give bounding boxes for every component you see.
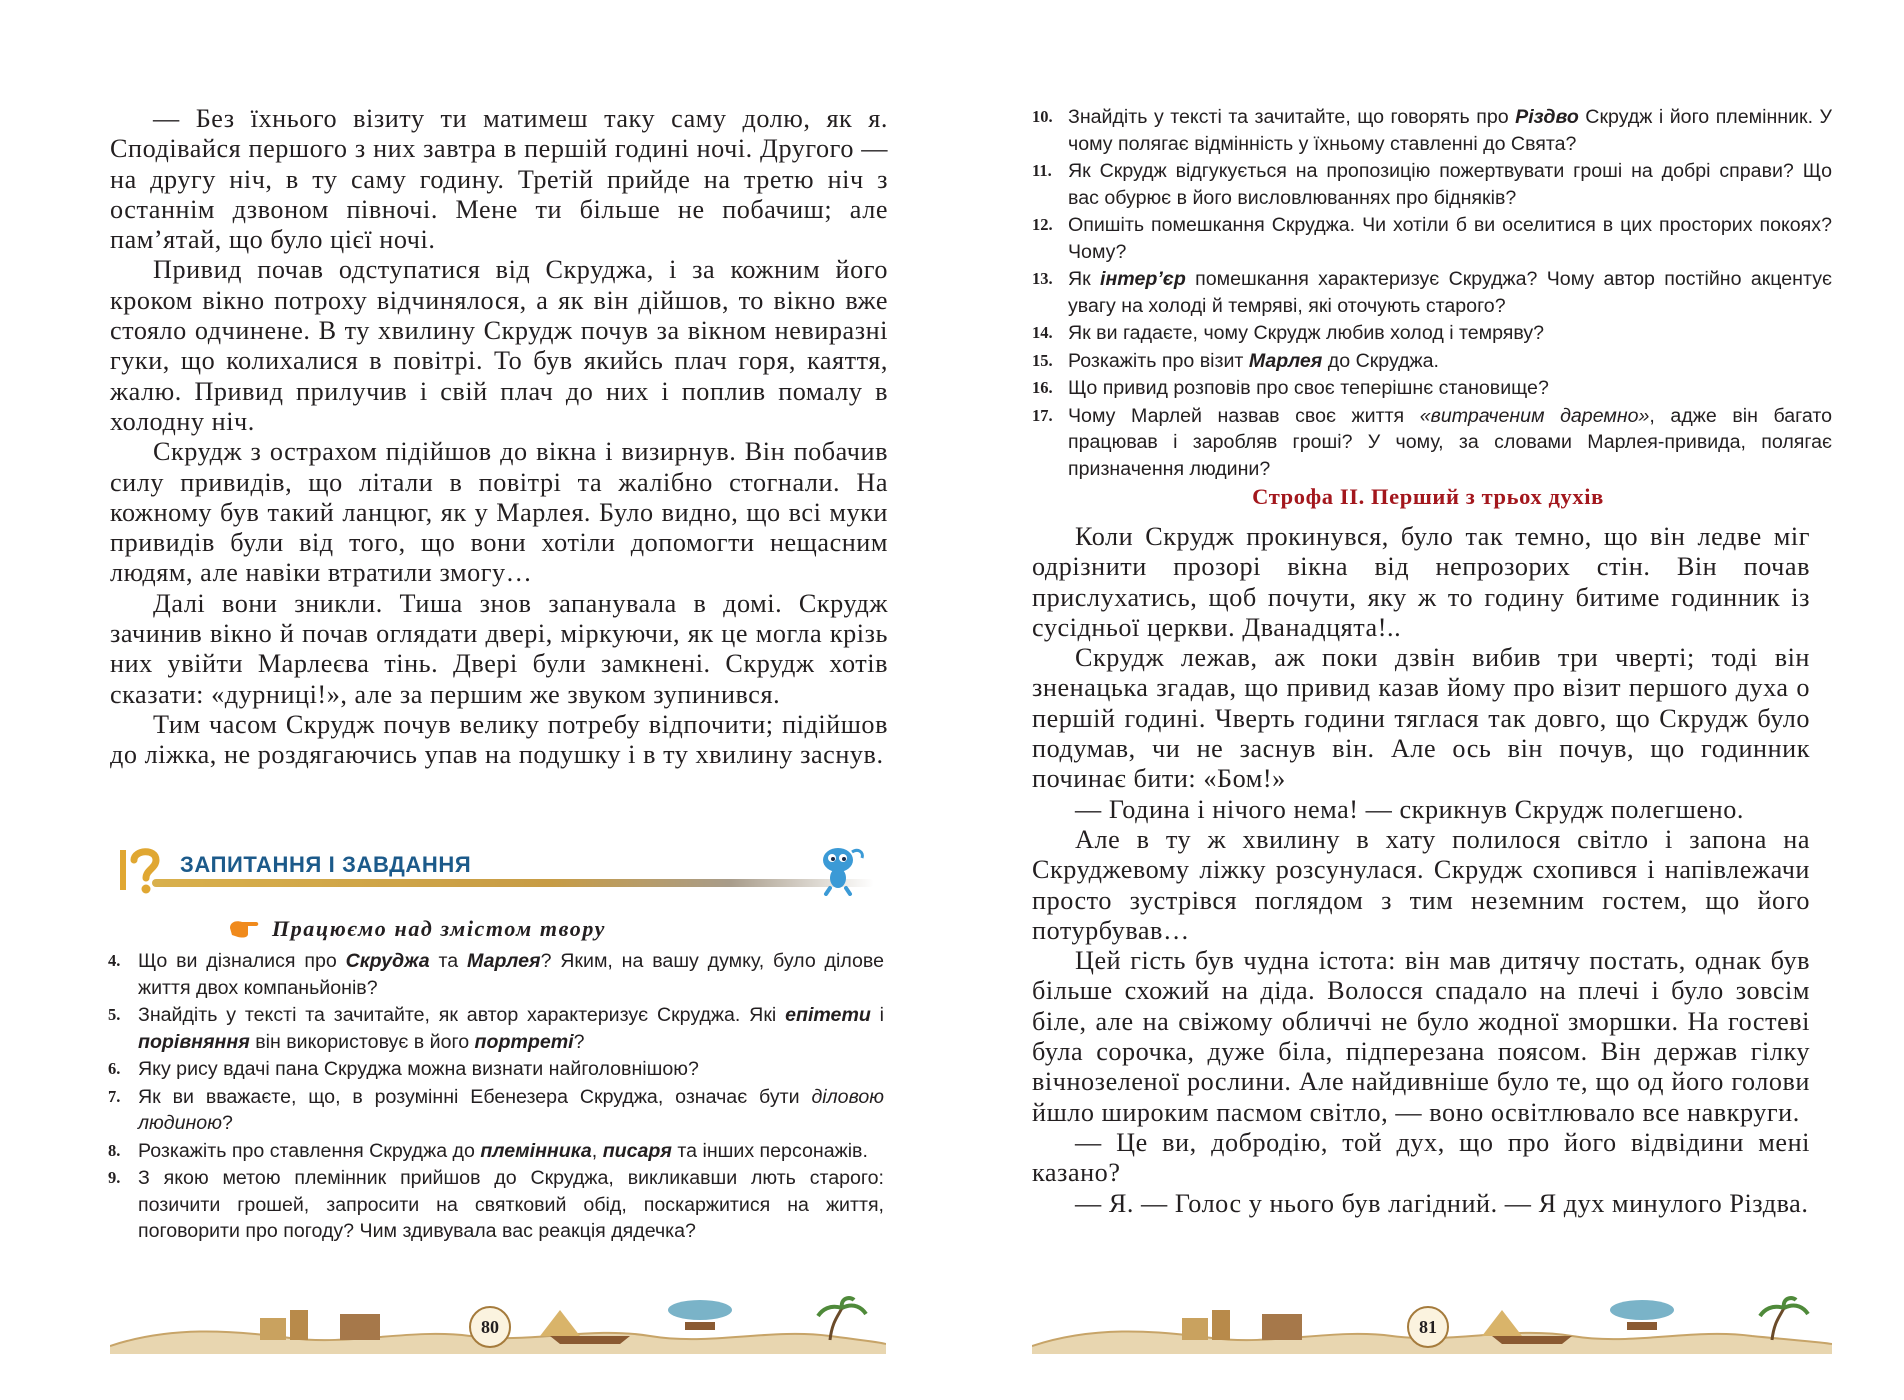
list-item: 17. Чому Марлей назвав своє життя «витраченим даремно», адже він багато працював і заробляв гроші? У чому, за словами Марлея-привида, полягає призначення людини? <box>1032 404 1833 480</box>
question-mark-icon <box>112 846 172 896</box>
list-item: 11. Як Скрудж відгукується на пропозицію пожертвувати гроші на добрі справи? Що вас обурює в його висловлюваннях про бідняків? <box>1032 160 1832 209</box>
pointing-hand-icon <box>228 918 260 940</box>
paragraph: Тим часом Скрудж почув велику потребу відпочити; підійшов до ліжка, не роздягаючись упав на подушку і в ту хвилину заснув. <box>110 709 888 770</box>
list-item: 4. Що ви дізналися про Скруджа та Марлея? Яким, на вашу думку, було ділове життя двох компаньйонів? <box>108 950 884 999</box>
question-list <box>1032 104 1832 483</box>
list-item: 12. Опишіть помешкання Скруджа. Чи хотіли б ви оселитися в цих просторих покоях? Чому? <box>1032 214 1832 263</box>
paragraph: — Я. — Голос у нього був лагідний. — Я дух минулого Різдва. <box>1075 1188 1809 1218</box>
list-item: 7. Як ви вважаєте, що, в розумінні Ебенезера Скруджа, означає бути діловою людиною? <box>108 1085 884 1134</box>
footer-illustration <box>110 1296 886 1354</box>
paragraph: Скрудж лежав, аж поки дзвін вибив три чверті; тоді він зненацька згадав, що привид казав йому про візит першого духа о першій годині. Чверть години тяглася так довго, що Скрудж було подумав, чи не заснув він. Але ось він почув, що годинник починає бити: «Бом!» <box>1032 643 1810 794</box>
strophe-title: Строфа ІІ. Перший з трьох духів <box>1252 484 1604 509</box>
mascot-icon <box>812 844 868 896</box>
page-number: 81 <box>1407 1306 1449 1348</box>
questions-banner <box>112 846 877 894</box>
list-item: 5. Знайдіть у тексті та зачитайте, як автор характеризує Скруджа. Які епітети і порівняння він використовує в його портреті? <box>108 1004 885 1053</box>
paragraph: Цей гість був чудна істота: він мав дитячу постать, однак був більше схожий на діда. Волосся спадало на плечі і було зовсім біле, але на свіжому обличчі не було жодної зморшки. На гостеві була сорочка, дуже біла, підперезана поясом. Він держав гілку вічнозеленої рослини. Але найдивніше було те, що од його голови йшло широким пасмом світло, — воно освітлювало все навкруги. <box>1032 946 1810 1127</box>
list-item: 10. Знайдіть у тексті та зачитайте, що говорять про Різдво Скрудж і його племінник. У чому полягає відмінність у їхньому ставленні до Свята? <box>1032 106 1832 155</box>
list-item: 9. З якою метою племінник прийшов до Скруджа, викликавши лють старого: позичити грошей, запросити на святковий обід, поскаржитися на життя, поговорити про погоду? Чим здивувала вас реакція дядечка? <box>108 1167 884 1242</box>
right-page <box>952 0 1904 1400</box>
list-item: 14. Як ви гадаєте, чому Скрудж любив холод і темряву? <box>1032 322 1545 344</box>
paragraph: Але в ту ж хвилину в хату полилося світло і запона на Скруджевому ліжку розсунулася. Скрудж схопився і напівлежачи просто зустрівся поглядом з тим неземним гостем, що його потурбував… <box>1032 824 1810 945</box>
right-body-text <box>1032 522 1810 1219</box>
paragraph: Скрудж з острахом підійшов до вікна і визирнув. Він побачив силу привидів, що літали в повітрі та жалібно стогнали. На кожному був такий ланцюг, як у Марлея. Було видно, що всі муки привидів були від того, що вони хотіли допомогти нещасним людям, але навіки втратили змогу… <box>110 437 888 588</box>
paragraph: — Це ви, добродію, той дух, що про його відвідини мені казано? <box>1032 1127 1810 1188</box>
paragraph: Привид почав одступатися від Скруджа, і за кожним його кроком вікно потроху відчинялося, а як він дійшов, то вікно вже стояло одчинене. В ту хвилину Скрудж почув за вікном невиразні гуки, що колихалися в повітрі. То був якийсь плач горя, каяття, жалю. Привид прилучив і свій плач до них і поплив помалу в холодну ніч. <box>110 255 888 436</box>
list-item: 16. Що привид розповів про своє теперішнє становище? <box>1032 377 1549 399</box>
question-list <box>108 948 884 1246</box>
banner-title: ЗАПИТАННЯ І ЗАВДАННЯ <box>180 852 472 877</box>
list-item: 15. Розкажіть про візит Марлея до Скруджа. <box>1032 349 1440 372</box>
list-item: 13. Як інтер’єр помешкання характеризує Скруджа? Чому автор постійно акцентує увагу на холоді й темряві, які оточують старого? <box>1032 268 1832 317</box>
list-item: 6. Яку рису вдачі пана Скруджа можна визнати найголовнішою? <box>108 1058 699 1080</box>
left-body-text <box>110 104 888 771</box>
page-number: 80 <box>469 1306 511 1348</box>
banner-underline <box>152 879 874 887</box>
paragraph: Далі вони зникли. Тиша знов запанувала в домі. Скрудж зачинив вікно й почав оглядати двері, міркуючи, як це могла крізь них увійти Марлеєва тінь. Двері були замкнені. Скрудж хотів сказати: «дурниці!», але за першим же звуком зупинився. <box>110 588 888 709</box>
paragraph: Коли Скрудж прокинувся, було так темно, що він ледве міг одрізнити прозорі вікна від непрозорих стін. Він почав прислухатись, щоб почути, яку ж то годину битиме годинник із сусідньої церкви. Дванадцята!.. <box>1032 522 1810 642</box>
paragraph: — Година і нічого нема! — скрикнув Скрудж полегшено. <box>1075 794 1744 824</box>
footer-illustration <box>1032 1296 1832 1354</box>
subheading: Працюємо над змістом твору <box>272 916 607 941</box>
paragraph: — Без їхнього візиту ти матимеш таку саму долю, як я. Сподівайся першого з них завтра в першій годині ночі. Другого — на другу ніч, в ту саму годину. Третій прийде на третю ніч з останнім дзвоном півночі. Мене ти більше не побачиш; але пам’ятай, що було цієї ночі. <box>110 104 888 255</box>
list-item: 8. Розкажіть про ставлення Скруджа до племінника, писаря та інших персонажів. <box>108 1139 868 1162</box>
